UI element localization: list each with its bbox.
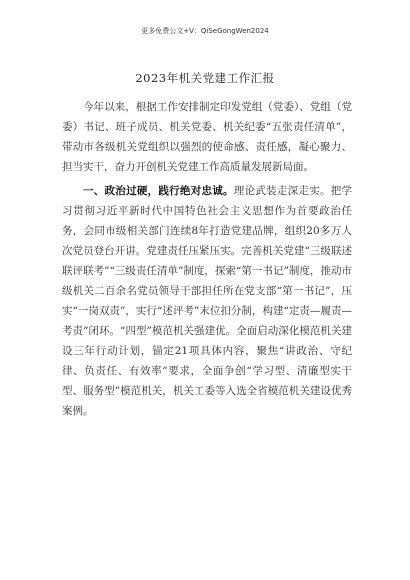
document-body (62, 97, 352, 423)
header-note: 更多免费公文+V：QiSeGongWen2024 (141, 27, 269, 35)
document-title: 2023年机关党建工作汇报 (135, 71, 275, 85)
intro-paragraph: 今年以来，根据工作安排制定印发党组（党委）、党组（党委）书记、班子成员、机关党委、机关纪委“五张责任清单”，带动市各级机关党组织以强烈的使命感、责任感，凝心聚力、担当实干，奋力开创机关党建工作高质量发展新局面。 (62, 101, 352, 173)
section1-heading: 一、政治过硬，践行绝对忠诚。 (83, 185, 234, 197)
section1-paragraph (62, 181, 352, 421)
section1-text: 理论武装走深走实。把学习贯彻习近平新时代中国特色社会主义思想作为首要政治任务，会同市级相关部门连续8年打造党建品牌，组织20多万人次党员登台开讲。党建责任压紧压实。完善机关党建“三级联述联评联考”“三级责任清单”制度，探索“第一书记”制度，推动市级机关二百余名党员领导干部担任所在党支部“第一书记”，压实“一岗双责”，实行“述评考”末位扣分制，构建“定责—履责—考责”闭环。“四型”模范机关强建优。全面启动深化模范机关建设三年行动计划，锚定21项具体内容，聚焦“讲政治、守纪律、负责任、有效率”要求，全面争创“学习型、清廉型实干型、服务型”模范机关，机关工委等入选全省模范机关建设优秀案例。 (62, 185, 353, 417)
